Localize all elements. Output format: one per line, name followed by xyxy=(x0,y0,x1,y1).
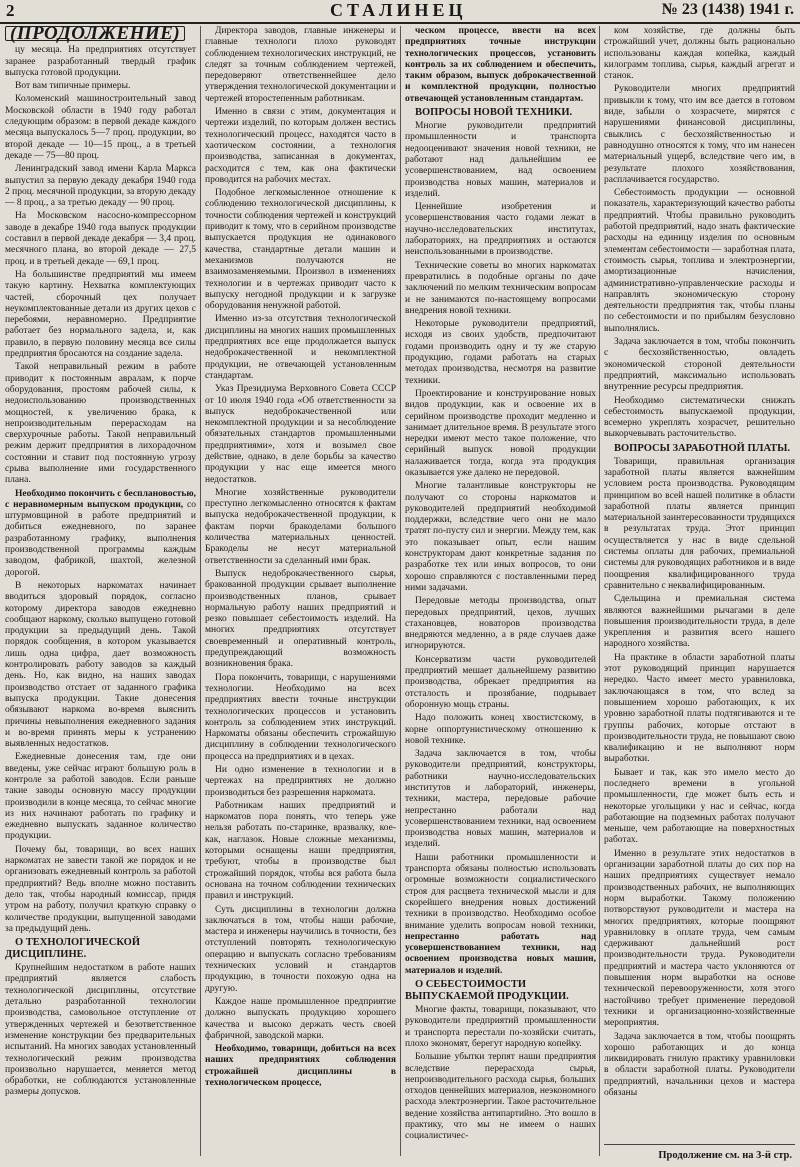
paragraph: Надо положить конец хвостистскому, в корне оппортунистическому отношению к новой технике. xyxy=(405,713,596,746)
paragraph: Именно в результате этих недостатков в организации заработной платы до сих пор на наших предприятиях существует немало производственных рабочих, не выполняющих норм выработки. Такому положению потворствуют руководители и мастера на многих предприятиях, которые поощряют уравниловку в оплате труда, чем самым сдерживают дальнейший рост производительности труда. Руководители предприятий и мастера часто уклоняются от повышения норм выработки на основе технической перевооруженности, хотя этого настойчиво требует применение передовой техники и организационно-хозяйственные мероприятия. xyxy=(604,848,795,1029)
paragraph: Именно в связи с этим, документация и чертежи изделий, по которым должен вестись технологический процесс, находятся часто в хаотическом состоянии, а технология производства, записанная в документах, расходится с тем, как она фактически проводится на рабочих местах. xyxy=(205,107,396,185)
paragraph: Ленинградский завод имени Карла Маркса выпустил за первую декаду декабря 1940 года 2 проц. месячной продукции, за вторую декаду — 8 проц., а за третью декаду — 90 проц. xyxy=(5,164,196,209)
section-heading: ВОПРОСЫ НОВОЙ ТЕХНИКИ. xyxy=(415,107,573,119)
paragraph xyxy=(5,489,196,579)
column-divider xyxy=(200,26,201,1156)
paragraph: ком хозяйстве, где должны быть строжайший учет, должны быть рационально использованы каждая копейка, каждый килограмм топлива, сырья, каждый агрегат и станок. xyxy=(604,26,795,82)
paragraph: Задача заключается в том, чтобы руководители предприятий, конструкторы, работники научно-исследовательских институтов и лабораторий, инженеры, техники, мастера, передовые рабочие непрестанно работали над усовершенствованием техники, над освоением производства новых машин, материалов и изделий. xyxy=(405,749,596,850)
paragraph: Вот вам типичные примеры. xyxy=(15,81,131,92)
paragraph: Суть дисциплины в технологии должна заключаться в том, чтобы наши рабочие, мастера и инженеры научились в точности, без отступлений повторять технологическую операцию и выпускать согласно требованиям технических условий и стандартов продукцию, в точности похожую одна на другую. xyxy=(205,904,396,994)
column-divider xyxy=(599,26,600,1156)
paragraph: Консерватизм части руководителей предприятий мешает дальнейшему развитию производства, обрекает предприятия на отсталость и прозябание, подрывает оборонную мощь страны. xyxy=(405,654,596,710)
paragraph: Товарищи, правильная организация заработной платы является важнейшим условием роста производства. Руководящим принципом во всей нашей политике в области заработной платы является принцип материальной заинтересованности трудящихся в результатах труда. Этот принцип осуществляется у нас в виде сдельной системы оплаты для рабочих, премиальной системы для руководящих работников и в виде поощрения квалифицированного труда сравнительно с неквалифицированным. xyxy=(604,456,795,591)
paragraph: Коломенский машиностроительный завод Московской области в 1940 году работал следующим образом: в первой декаде каждого месяца выпускалось 5—7 проц. продукции, во второй декаде — 10—15 проц., а в третьей декаде — 75—80 проц. xyxy=(5,94,196,161)
paragraph: Такой неправильный режим в работе приводит к постоянным авралам, к порче оборудования, простоям рабочей силы, к недоиспользованию производственных мощностей, к увеличению брака, к непроизводительным перерасходам на сверхурочные работы. Такой неправильный режим держит предприятия в лихорадочном состоянии и ставит под постоянную угрозу срыва выполнение ими государственного плана. xyxy=(5,362,196,486)
section-heading: ВОПРОСЫ ЗАРАБОТНОЙ ПЛАТЫ. xyxy=(614,442,791,454)
paragraph: Работникам наших предприятий и наркоматов пора понять, что теперь уже нельзя работать по-старинке, вразвалку, кое-как, наглазок. Новые сложные механизмы, которыми оснащены наши предприятия, требуют, чтобы в производстве был строжайший порядок, чтобы вся работа была основана на точном соблюдении технических правил и инструкций. xyxy=(205,800,396,902)
paragraph: Необходимо систематически снижать себестоимость выпускаемой продукции, всемерно укреплять хозрасчет, решительно выкорчевывать расточительство. xyxy=(604,395,795,440)
issue-number: № 23 (1438) 1941 г. xyxy=(661,1,794,18)
paragraph: Проектирование и конструирование новых видов продукции, как и освоение их в серийном производстве проходит медленно и занимает длительное время. В результате этого нередки имеют место такое положение, что серийный выпуск новой продукции налаживается тогда, когда эта продукция оказывается уже далеко не передовой. xyxy=(405,388,596,478)
paragraph: В некоторых наркоматах начинает вводиться здоровый порядок, согласно которому директора заводов ежедневно сообщают наркому, сколько выпущено готовой продукции за предыдущий день. Такой порядок сообщения, в котором указывается лишь одна цифра, дает возможность контролировать работу заводов за каждый день. Но, как видно, на наших заводах производство отстает от заданного графика выпуска продукции. Такие донесения обязывают наркома во-время выяснить причины невыполнения ежедневного задания и во-время принять меры к устранению выявленных недостатков. xyxy=(5,580,196,750)
paragraph: Именно из-за отсутствия технологической дисциплины на многих наших промышленных предприятиях все еще продолжается выпуск недоброкачественной и некомплектной продукции, не отвечающей установленным стандартам. xyxy=(205,314,396,381)
column-divider xyxy=(400,26,401,1156)
paragraph: Многие талантливые конструкторы не получают со стороны наркоматов и руководителей предприятий необходимой поддержки, вследствие чего они не мало тратят по-пусту сил и энергии. Между тем, как это показывает опыт, если нашим конструкторам дают конкретные задания по разработке тех или иных вопросов, то они хорошо справляются с поставленными перед ними задачами. xyxy=(405,481,596,593)
paragraph: Задача заключается в том, чтобы поощрять хорошо работающих и до конца ликвидировать гнилую практику уравниловки в области заработной платы. Руководители предприятий, начальники цехов и мастера обязаны xyxy=(604,1031,795,1099)
paragraph: Выпуск недоброкачественного сырья, бракованной продукции срывает выполнение производственных планов, срывает нормальную работу наших предприятий и резко повышает себестоимость изделий. На многих предприятиях отсутствует своевременный и оперативный контроль, предупреждающий возможность возникновения брака. xyxy=(205,568,396,670)
paragraph-text: со штурмовщиной в работе предприятий и добиться ежедневного, по заранее разработанному графику, выполнения производственной программы каждым заводом, фабрикой, шахтой, железной дорогой. xyxy=(5,499,196,578)
paragraph: Ежедневные донесения там, где они введены, уже сейчас играют большую роль в контроле за работой заводов. Если раньше такие заводы основную массу продукции производили в конце месяца, то сейчас многие из них начинают работать по графику и ежедневно выпускать заданное количество продукции. xyxy=(5,752,196,842)
paragraph: Каждое наше промышленное предприятие должно выпускать продукцию хорошего качества и высоко держать честь своей фабричной, заводской марки. xyxy=(205,996,396,1041)
paragraph: цу месяца. На предприятиях отсутствует заранее разработанный твердый график выпуска готовой продукции. xyxy=(5,45,196,78)
paragraph: Задача заключается в том, чтобы покончить с бесхозяйственностью, овладеть экономической стороной деятельности предприятий, максимально использовать внутренние ресурсы предприятия. xyxy=(604,337,795,393)
paragraph: Директора заводов, главные инженеры и главные технологи плохо руководят соблюдением технологических инструкций, не следят за точным соблюдением чертежей, передоверяют ответственнейшее дело утверждения технологической документации и чертежей второстепенным работникам. xyxy=(205,26,396,104)
paragraph: Руководители многих предприятий привыкли к тому, что им все дается в готовом виде, забыли о хозрасчете, мирятся с нарушениями финансовой дисциплины, свыклись с бесхозяйственностью и равнодушно относятся к тому, что им нанесен материальный ущерб, вследствие чего им, в результате плохого хозяйствования, расплачивается государство. xyxy=(604,84,795,185)
paragraph: Необходимо, товарищи, добиться на всех наших предприятиях соблюдения строжайшей дисциплины в технологическом процессе, xyxy=(205,1044,396,1089)
paragraph: Указ Президиума Верховного Совета СССР от 10 июля 1940 года «Об ответственности за выпуск недоброкачественной или некомплектной продукции и за несоблюдение обязательных стандартов промышленными предприятиями», хотя и возымел свое действие, однако, в деле борьбы за качество продукции у нас еще имеется много недостатков. xyxy=(205,384,396,485)
paragraph: Ни одно изменение в технологии и в чертежах на предприятиях не должно производиться без разрешения наркомата. xyxy=(205,765,396,798)
section-heading: О СЕБЕСТОИМОСТИ ВЫПУСКАЕМОЙ ПРОДУКЦИИ. xyxy=(405,979,569,1003)
paragraph: ческом процессе, ввести на всех предприятиях точные инструкции технологических процессов, установить контроль за их соблюдением и обеспечить, таким образом, выпуск доброкачественной и комплектной продукции, полностью отвечающей установленным стандартам. xyxy=(405,26,596,104)
paragraph: Многие факты, товарищи, показывают, что руководители предприятий промышленности и транспорта перестали по-хозяйски считать, плохо экономят, берегут народную копейку. xyxy=(405,1005,596,1049)
continuation-note: Продолжение см. на 3-й стр. xyxy=(658,1150,792,1161)
paragraph: Некоторые руководители предприятий, исходя из своих удобств, предпочитают годами производить одну и ту же старую продукцию, годами работать на старых методах производства, несмотря на развитие техники. xyxy=(405,319,596,386)
paragraph: Себестоимость продукции — основной показатель, характеризующий качество работы предприятий. Чтобы правильно руководить работой предприятий, надо знать фактические расходы на единицу изделия по основным элементам себестоимости — заработная плата, стоимость сырья, топлива и электроэнергии, амортизационные начисления, административно-управленческие расходы и направлять экономическую сторону деятельности предприятия так, чтобы планы по себестоимости и по прибылям безусловно выполнялись. xyxy=(604,188,795,334)
paragraph: Многие хозяйственные руководители преступно легкомысленно относятся к фактам выпуска недоброкачественной продукции, к фактам порчи бракоделами большого количества материальных ценностей. Бракоделы не несут материальной ответственности за сделанный ими брак. xyxy=(205,487,396,566)
paragraph: Сдельщина и премиальная система являются важнейшими рычагами в деле повышения производительности труда, в деле укрепления и развития всего нашего народного хозяйства. xyxy=(604,594,795,650)
paragraph: Многие руководители предприятий промышленности и транспорта недооценивают значения новой техники, не работают над дальнейшим ее усовершенствованием, над освоением производства новых машин, материалов и изделий. xyxy=(405,121,596,199)
paragraph: Крупнейшим недостатком в работе наших предприятий является слабость технологической дисциплины, отсутствие детально разработанной технологии производства, самовольное отступление от утвержденных чертежей и безответственное изменение конструкции без предварительных испытаний. На многих заводах установленный технологический режим производства произвольно нарушается, меняется метод обработки, не соблюдаются установленные размеры допусков. xyxy=(5,963,196,1098)
section-heading: О ТЕХНОЛОГИЧЕСКОЙ ДИСЦИПЛИНЕ. xyxy=(5,937,141,961)
emphasis: непрестанно работать над усовершенствованием техники, над освоением производства новых машин, материалов и изделий. xyxy=(405,931,596,976)
footer-divider xyxy=(604,1144,795,1145)
emphasis: Необходимо покончить с бесплановостью, с неравномерным выпуском продукции, xyxy=(5,488,196,510)
paragraph: Ценнейшие изобретения и усовершенствования часто годами лежат в научно-исследовательских институтах, лабораториях, на предприятиях и остаются неиспользованными в производстве. xyxy=(405,202,596,258)
paragraph-text: Наши работники промышленности и транспорта обязаны полностью использовать огромные возможности социалистического строя для расцвета технической мысли и для скорейшего внедрения новых достижений техники в производство. Необходимо особое внимание уделить вопросам новой техники, xyxy=(405,852,596,931)
paragraph: Технические советы во многих наркоматах превратились в подобные органы по даче заключений по мелким техническим вопросам и не занимаются по-настоящему вопросами внедрения новой техники. xyxy=(405,260,596,316)
continuation-banner: (ПРОДОЛЖЕНИЕ) xyxy=(5,26,185,41)
column-1 xyxy=(5,26,196,1156)
masthead xyxy=(0,0,800,24)
paragraph: Большие убытки терпят наши предприятия вследствие перерасхода сырья, непроизводительного расхода сырья, больших отходов ценнейших материалов, неэкономного расхода электроэнергии. Такое расточительное ведение хозяйства антипартийно. Это вошло в практику, что мы не имеем о наших социалистичес- xyxy=(405,1052,596,1142)
paragraph: Почему бы, товарищи, во всех наших наркоматах не завести такой же порядок и не организовать ежедневный контроль за работой предприятий? Ведь вполне можно поставить дело так, чтобы народный комиссар, придя утром на работу, получил краткую справку о количестве продукции, выпущенной заводами за предыдущий день. xyxy=(5,844,196,934)
column-4 xyxy=(604,26,795,1131)
column-2 xyxy=(205,26,396,1156)
paragraph: Бывает и так, как это имело место до последнего времени в угольной промышленности, где может быть есть и некоторые угольщики у нас и сейчас, когда работающие на подземных работах получают меньше, чем работающие на поверхностных работах. xyxy=(604,767,795,846)
paragraph xyxy=(405,853,596,977)
paragraph: На практике в области заработной платы этот руководящий принцип нарушается нередко. Часто имеет место уравниловка, заключающаяся в том, что вслед за повышением хорошо работающих, к их уровню заработной платы подтягиваются и те группы рабочих, которые отстают в производительности труда, не повышают свою квалификацию и не выполняют норм выработки. xyxy=(604,652,795,765)
newspaper-title: СТАЛИНЕЦ xyxy=(330,0,467,20)
paragraph: Пора покончить, товарищи, с нарушениями технологии. Необходимо на всех предприятиях ввести точные инструкции технологических процессов и установить контроль за соблюдением этих инструкций. Наркоматы обязаны обеспечить строжайшую дисциплину в соблюдении технологического процесса на предприятиях и в цехах. xyxy=(205,672,396,762)
paragraph: На большинстве предприятий мы имеем такую картину. Нехватка комплектующих частей, сборочный цех получает неукомплектованные детали из других цехов с перебоями, неравномерно. Предприятие работает без нормального задела, и, как правило, в первую половину месяца все силы предприятия бросаются на создание задела. xyxy=(5,269,196,360)
paragraph: Подобное легкомысленное отношение к соблюдению технологической дисциплины, к точности соблюдения чертежей и конструкций приводит к тому, что в серийном производстве выпускается продукция не одинакового качества, стандартные детали машин и механизмов получаются не взаимозаменяемыми. Произвол в изменениях технологии и в чертежах приводит часто к выпуску негодной продукции и к загрузке оборудования ненужной работой. xyxy=(205,188,396,312)
paragraph: На Московском насосно-компрессорном заводе в декабре 1940 года выпуск продукции составил в первой декаде декабря — 3,4 проц. месячного плана, во второй декаде — 27,5 проц. и в третьей декаде — 69,1 проц. xyxy=(5,211,196,267)
page-number: 2 xyxy=(6,1,15,20)
paragraph: Передовые методы производства, опыт передовых предприятий, цехов, лучших стахановцев, новаторов производства внедряются медленно, а в ряде случаев даже игнорируются. xyxy=(405,596,596,652)
column-3 xyxy=(405,26,596,1156)
